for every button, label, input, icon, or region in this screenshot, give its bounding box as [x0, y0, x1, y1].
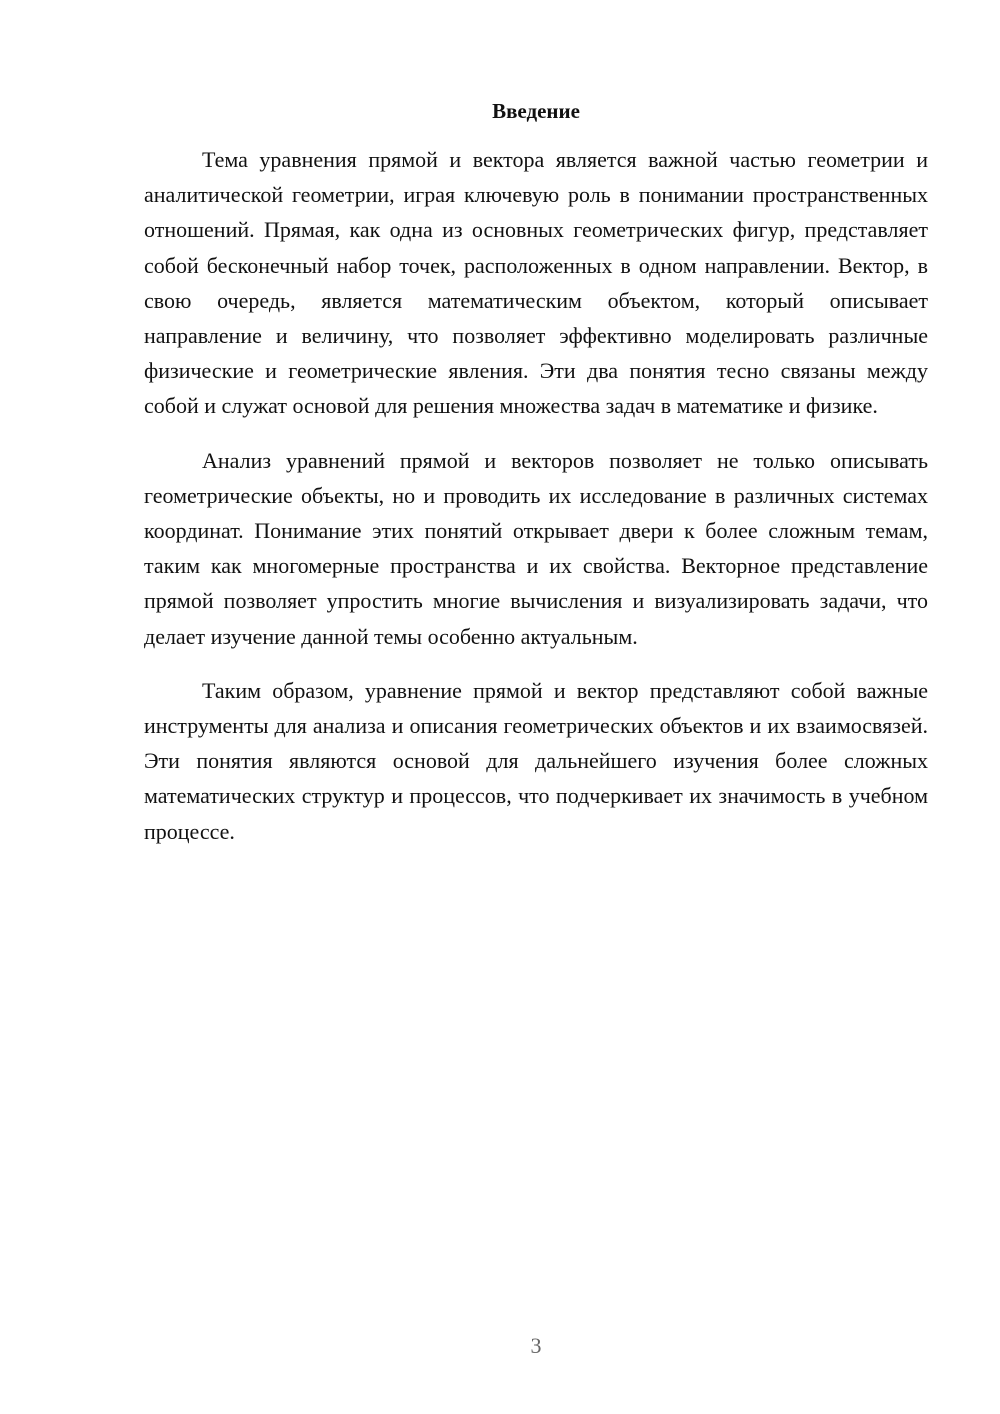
body-text — [144, 142, 928, 868]
paragraph: Анализ уравнений прямой и векторов позволяет не только описывать геометрические объекты, но и проводить их исследование в различных системах координат. Понимание этих понятий открывает двери к более сложным темам, таким как многомерные пространства и их свойства. Векторное представление прямой позволяет упростить многие вычисления и визуализировать задачи, что делает изучение данной темы особенно актуальным. — [144, 447, 928, 649]
paragraph: Таким образом, уравнение прямой и вектор представляют собой важные инструменты для анализа и описания геометрических объектов и их взаимосвязей. Эти понятия являются основой для дальнейшего изучения более сложных математических структур и процессов, что подчеркивает их значимость в учебном процессе. — [144, 677, 928, 844]
page-number: 3 — [530, 1333, 542, 1358]
section-title: Введение — [492, 99, 580, 123]
paragraph: Тема уравнения прямой и вектора является важной частью геометрии и аналитической геометрии, играя ключевую роль в понимании пространственных отношений. Прямая, как одна из основных геометрических фигур, представляет собой бесконечный набор точек, расположенных в одном направлении. Вектор, в свою очередь, является математическим объектом, который описывает направление и величину, что позволяет эффективно моделировать различные физические и геометрические явления. Эти два понятия тесно связаны между собой и служат основой для решения множества задач в математике и физике. — [144, 147, 928, 419]
